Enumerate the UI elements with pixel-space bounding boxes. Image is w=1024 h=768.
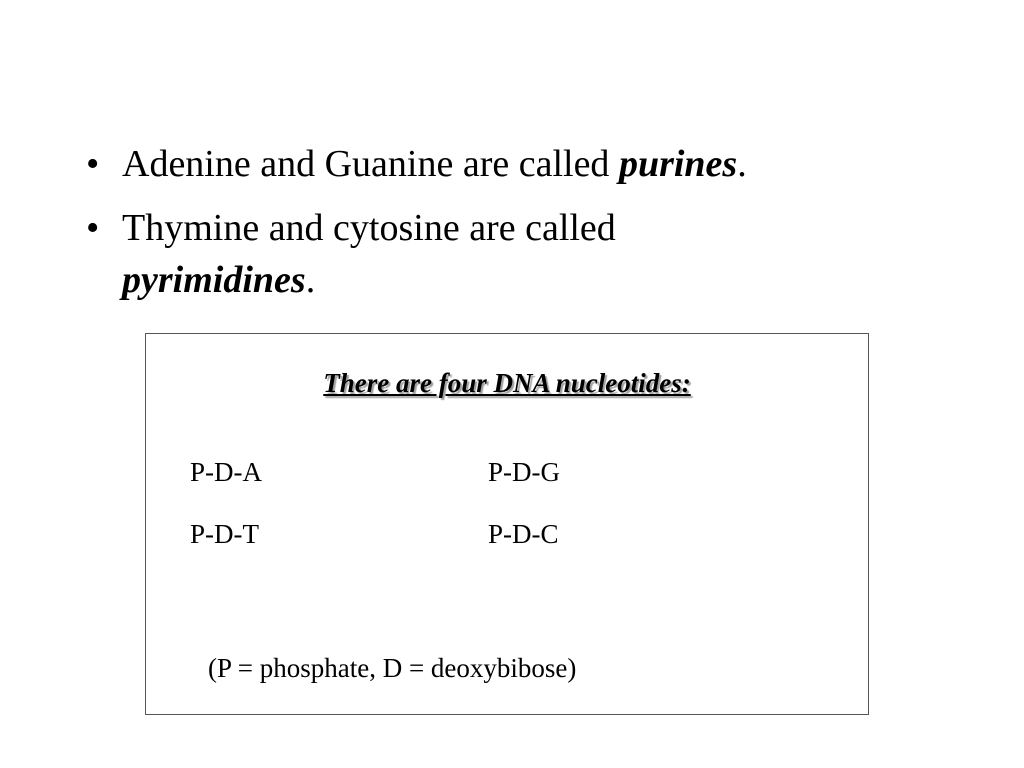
bullet-suffix: .: [305, 259, 316, 301]
nucleotide-pdt: P-D-T: [190, 519, 259, 549]
bullet-suffix: .: [737, 143, 747, 185]
bullet-list: [86, 138, 916, 318]
bullet-dot: •: [86, 207, 100, 249]
abbreviation-note: (P = phosphate, D = deoxybibose): [208, 653, 577, 683]
term-pyrimidines: pyrimidines: [122, 259, 306, 301]
bullet-text: Adenine and Guanine are called: [122, 143, 619, 185]
bullet-purines: [86, 138, 916, 190]
box-heading: There are four DNA nucleotides:: [323, 368, 691, 398]
nucleotide-pdg: P-D-G: [488, 457, 560, 487]
bullet-pyrimidines: [86, 202, 916, 306]
bullet-dot: •: [86, 143, 100, 185]
nucleotide-pda: P-D-A: [190, 457, 262, 487]
term-purines: purines: [618, 143, 738, 185]
nucleotides-box: [145, 333, 869, 715]
nucleotide-pdc: P-D-C: [488, 519, 559, 549]
bullet-text: Thymine and cytosine are called: [122, 207, 616, 249]
